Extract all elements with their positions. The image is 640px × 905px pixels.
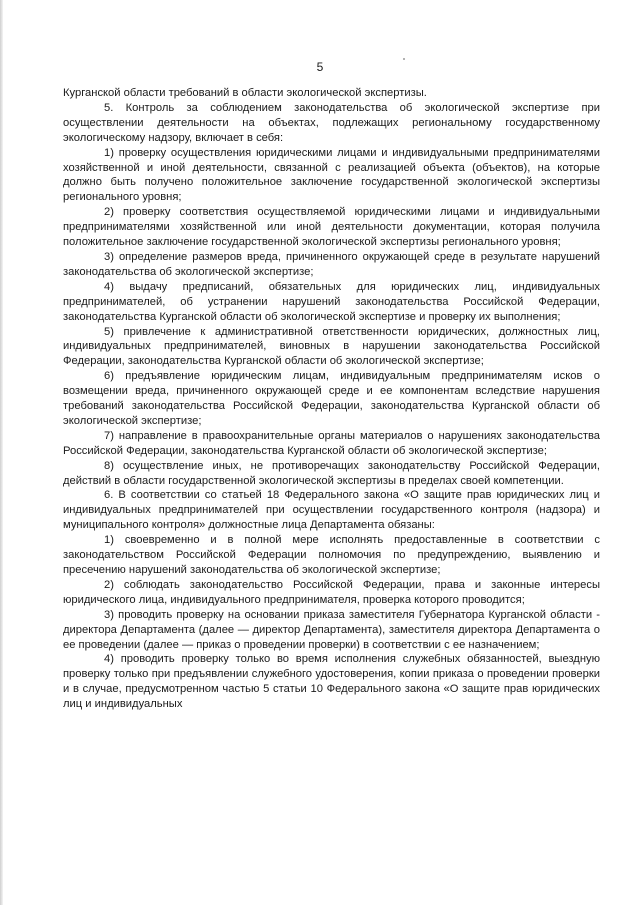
list-item-6-4: 4) проводить проверку только во время исполнения служебных обязанностей, выездную проверку только при предъявлении служебного удостоверения, копии приказа о проведении проверки и в случае, предусмотренном частью 5 статьи 10 Федерального закона «О защите прав юридических лиц и индивидуальных [63,653,600,711]
paragraph-continuation: Курганской области требований в области экологической экспертизы. [63,87,427,99]
paragraph-section-6: 6. В соответствии со статьей 18 Федерального закона «О защите прав юридических лиц и индивидуальных предпринимателей при осуществлении государственного контроля (надзора) и муниципального контроля» должностные лица Департамента обязаны: [63,489,600,532]
list-item-5-6: 6) предъявление юридическим лицам, индивидуальным предпринимателям исков о возмещении вреда, причиненного окружающей среде и ее компонентам вследствие нарушения требований законодательства Российской Федерации, законодательства Курганской области об экологической экспертизе; [63,370,600,427]
list-item-6-1: 1) своевременно и в полной мере исполнять предоставленные в соответствии с законодательством Российской Федерации полномочия по предупреждению, выявлению и пресечению нарушений законодательства об экологической экспертизе; [63,534,600,576]
scan-edge [0,0,3,905]
list-item-5-4: 4) выдачу предписаний, обязательных для юридических лиц, индивидуальных предпринимателей, об устранении нарушений законодательства Российской Федерации, законодательства Курганской области об экологической экспертизе и проверку их выполнения; [63,280,600,323]
paragraph-section-5: 5. Контроль за соблюдением законодательства об экологической экспертизе при осуществлении деятельности на объектах, подлежащих региональному государственному экологическому надзору, включает в себя: [63,101,600,144]
page-number: 5 [316,60,324,74]
list-item-5-7: 7) направление в правоохранительные органы материалов о нарушениях законодательства Российской Федерации, законодательства Курганской области об экологической экспертизе; [63,429,600,457]
list-item-6-3: 3) проводить проверку на основании приказа заместителя Губернатора Курганской области - директора Департамента (далее — директор Департамента), заместителя директора Департамента о ее проведении (далее — приказ о проведении проверки) в соответствии с ее назначением; [63,608,600,651]
list-item-5-2: 2) проверку соответствия осуществляемой юридическими лицами и индивидуальными предпринимателями хозяйственной или иной деятельности документации, которая получила положительное заключение государственной экологической экспертизы регионального уровня; [63,206,600,249]
list-item-5-5: 5) привлечение к административной ответственности юридических, должностных лиц, индивидуальных предпринимателей, виновных в нарушении законодательства Российской Федерации, законодательства Курганской области об экологической экспертизе; [63,325,600,368]
document-body [63,86,600,712]
list-item-5-1: 1) проверку осуществления юридическими лицами и индивидуальными предпринимателями хозяйственной и иной деятельности, связанной с реализацией объекта (объектов), на которые должно быть получено положительное заключение государственной экологической экспертизы регионального уровня; [63,146,600,204]
list-item-5-3: 3) определение размеров вреда, причиненного окружающей среде в результате нарушений законодательства об экологической экспертизе; [63,250,600,278]
list-item-6-2: 2) соблюдать законодательство Российской Федерации, права и законные интересы юридического лица, индивидуального предпринимателя, проверка которого проводится; [63,578,600,606]
list-item-5-8: 8) осуществление иных, не противоречащих законодательству Российской Федерации, действий в области государственной экологической экспертизы в пределах своей компетенции. [63,459,600,487]
